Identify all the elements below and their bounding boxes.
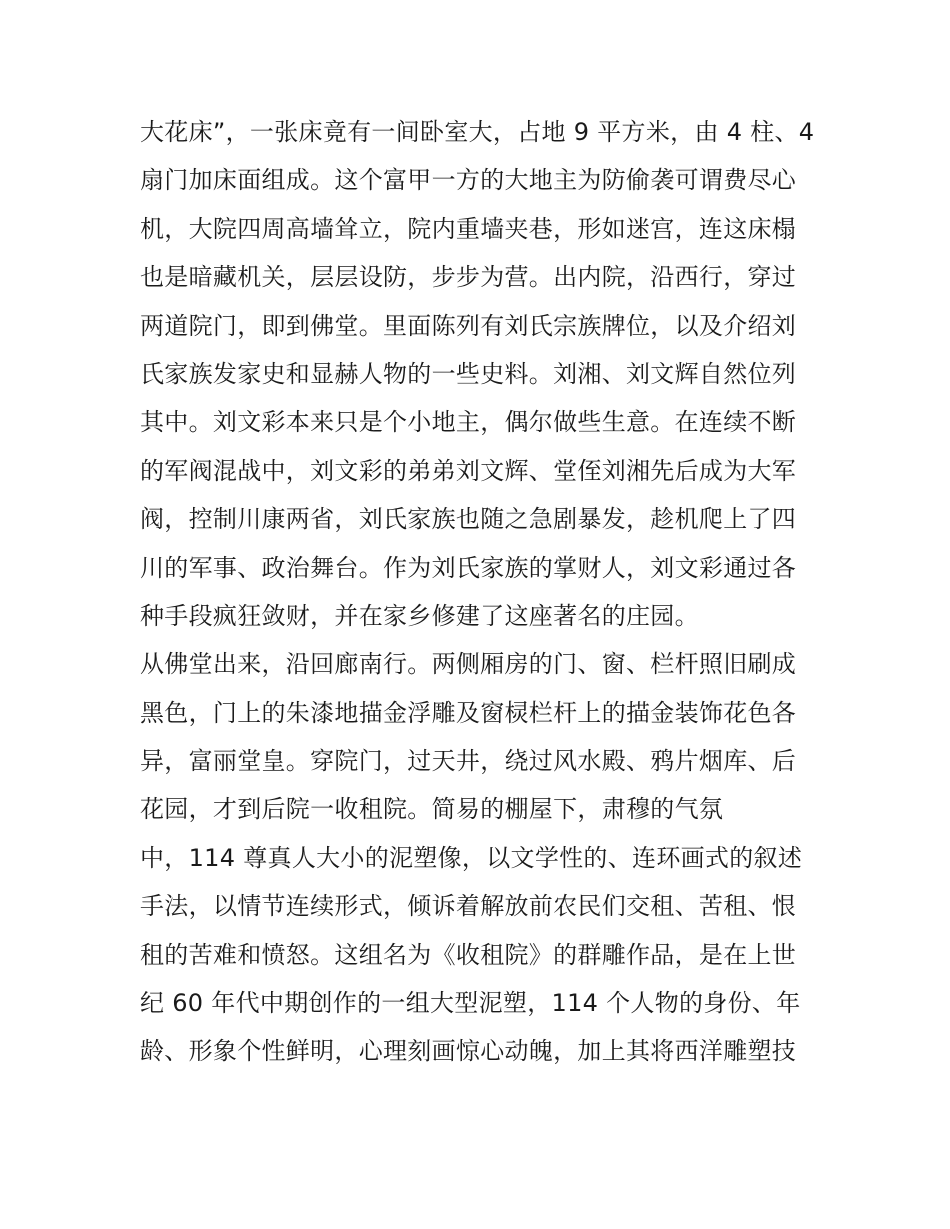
text-line: 黑色，门上的朱漆地描金浮雕及窗棂栏杆上的描金装饰花色各 xyxy=(140,698,797,727)
text-line: 从佛堂出来，沿回廊南行。两侧厢房的门、窗、栏杆照旧刷成 xyxy=(140,650,797,679)
text-line: 花园，才到后院一收租院。简易的棚屋下，肃穆的气氛 xyxy=(140,795,724,824)
text-line: 机，大院四周高墙耸立，院内重墙夹巷，形如迷宫，连这床榻 xyxy=(140,214,797,243)
text-line: 其中。刘文彩本来只是个小地主，偶尔做些生意。在连续不断 xyxy=(140,408,797,437)
text-line: 的军阀混战中，刘文彩的弟弟刘文辉、堂侄刘湘先后成为大军 xyxy=(140,456,797,485)
body-text xyxy=(140,108,820,1076)
text-line: 两道院门，即到佛堂。里面陈列有刘氏宗族牌位，以及介绍刘 xyxy=(140,311,797,340)
text-line: 大花床”，一张床竟有一间卧室大，占地 9 平方米，由 4 柱、4 xyxy=(140,118,815,146)
text-line: 阀，控制川康两省，刘氏家族也随之急剧暴发，趁机爬上了四 xyxy=(140,505,797,534)
text-line: 川的军事、政治舞台。作为刘氏家族的掌财人，刘文彩通过各 xyxy=(140,553,797,582)
text-line: 中，114 尊真人大小的泥塑像，以文学性的、连环画式的叙述 xyxy=(140,843,803,872)
text-line: 手法，以情节连续形式，倾诉着解放前农民们交租、苦租、恨 xyxy=(140,892,797,921)
text-line: 异，富丽堂皇。穿院门，过天井，绕过风水殿、鸦片烟库、后 xyxy=(140,747,797,776)
text-line: 纪 60 年代中期创作的一组大型泥塑，114 个人物的身份、年 xyxy=(140,989,801,1018)
text-line: 租的苦难和愤怒。这组名为《收租院》的群雕作品，是在上世 xyxy=(140,940,797,969)
text-line: 扇门加床面组成。这个富甲一方的大地主为防偷袭可谓费尽心 xyxy=(140,166,797,195)
text-line: 氏家族发家史和显赫人物的一些史料。刘湘、刘文辉自然位列 xyxy=(140,359,797,388)
text-line: 也是暗藏机关，层层设防，步步为营。出内院，沿西行，穿过 xyxy=(140,263,797,292)
text-line: 龄、形象个性鲜明，心理刻画惊心动魄，加上其将西洋雕塑技 xyxy=(140,1037,797,1066)
text-line: 种手段疯狂敛财，并在家乡修建了这座著名的庄园。 xyxy=(140,601,699,630)
